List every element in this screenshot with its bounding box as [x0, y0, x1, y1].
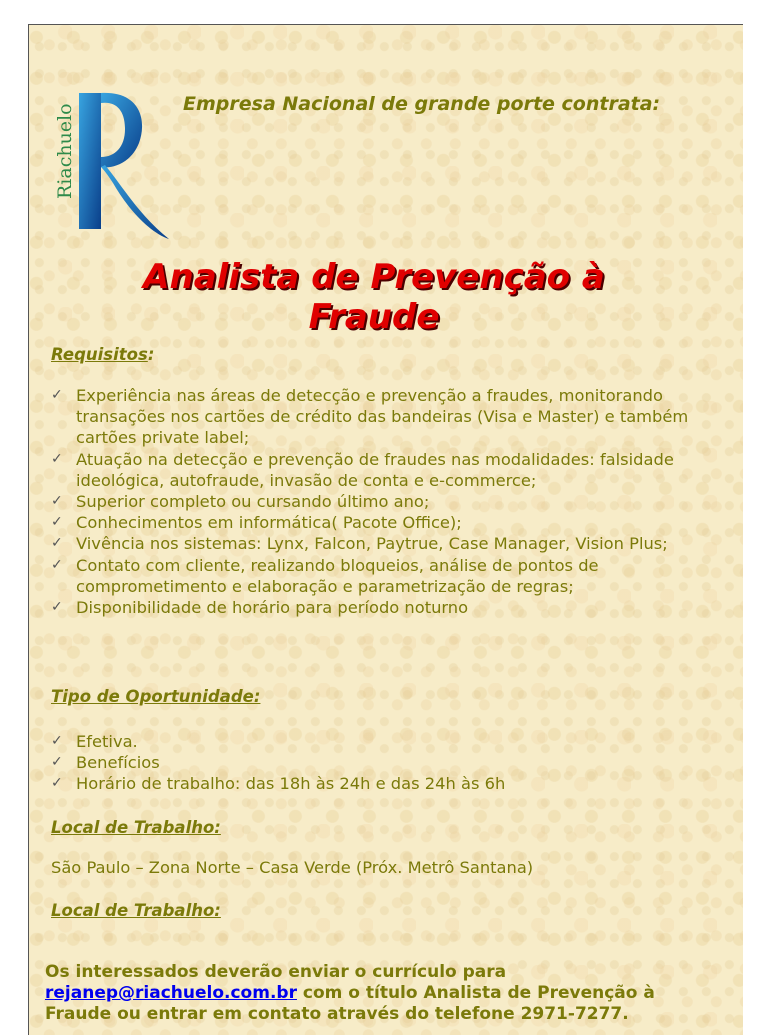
list-item	[51, 533, 701, 554]
list-item	[51, 773, 651, 794]
list-item	[51, 385, 701, 449]
check-icon: ✓	[51, 387, 63, 403]
list-item	[51, 449, 701, 491]
check-icon: ✓	[51, 514, 63, 531]
list-item-text: Atuação na detecção e prevenção de fraudes nas modalidades: falsidade ideológica, autofraude, invasão de conta e e-commerce;	[76, 449, 674, 490]
requisitos-heading-text: Requisitos	[51, 345, 148, 364]
list-item	[51, 731, 651, 752]
job-title-line-1: Analista de Prevenção à	[143, 257, 605, 297]
headline: Empresa Nacional de grande porte contrata:	[183, 93, 661, 115]
contact-paragraph	[45, 962, 725, 1025]
list-item	[51, 597, 701, 618]
riachuelo-logo	[43, 87, 173, 247]
check-icon: ✓	[51, 556, 63, 573]
list-item-text: Horário de trabalho: das 18h às 24h e das 24h às 6h	[76, 774, 506, 794]
job-title	[89, 257, 659, 337]
list-item-text: Superior completo ou cursando último ano;	[76, 492, 430, 512]
list-item-text: Efetiva.	[76, 732, 138, 751]
local-heading-2: Local de Trabalho:	[51, 901, 221, 920]
check-icon: ✓	[51, 535, 63, 552]
requisitos-colon: :	[147, 345, 155, 364]
list-item	[51, 491, 701, 512]
check-icon: ✓	[51, 599, 63, 616]
check-icon: ✓	[51, 493, 63, 510]
list-item-text: Vivência nos sistemas: Lynx, Falcon, Paytrue, Case Manager, Vision Plus;	[76, 534, 668, 554]
check-icon: ✓	[51, 754, 63, 771]
svg-text:Riachuelo: Riachuelo	[54, 103, 76, 199]
list-item-text: Experiência nas áreas de detecção e prevenção a fraudes, monitorando transações nos cartões de crédito das bandeiras (Visa e Master) e também cartões private label;	[76, 386, 689, 448]
email-link[interactable]: rejanep@riachuelo.com.br	[45, 983, 297, 1003]
list-item-text: Contato com cliente, realizando bloqueios, análise de pontos de comprometimento e elaboração e parametrização de regras;	[76, 555, 599, 596]
requisitos-list	[51, 385, 701, 618]
list-item	[51, 555, 701, 597]
r-letter-icon	[43, 87, 173, 247]
list-item-text: Conhecimentos em informática( Pacote Office);	[76, 513, 462, 533]
job-title-line-2: Fraude	[308, 297, 440, 337]
list-item	[51, 512, 701, 533]
requisitos-heading	[51, 345, 154, 364]
oportunidade-heading: Tipo de Oportunidade:	[51, 687, 261, 706]
contact-rest: com o título Analista de Prevenção à Fraude ou entrar em contato através do telefone 2971-7277.	[45, 983, 655, 1024]
list-item-text: Disponibilidade de horário para período noturno	[76, 598, 469, 618]
list-item-text: Benefícios	[76, 753, 160, 773]
list-item	[51, 752, 651, 773]
job-flyer	[28, 24, 743, 1035]
check-icon: ✓	[51, 733, 63, 749]
contact-intro: Os interessados deverão enviar o currículo para	[45, 962, 507, 982]
local-heading: Local de Trabalho:	[51, 818, 221, 837]
check-icon: ✓	[51, 450, 63, 467]
oportunidade-list	[51, 731, 651, 795]
check-icon: ✓	[51, 775, 63, 792]
local-text: São Paulo – Zona Norte – Casa Verde (Próx. Metrô Santana)	[51, 858, 534, 877]
